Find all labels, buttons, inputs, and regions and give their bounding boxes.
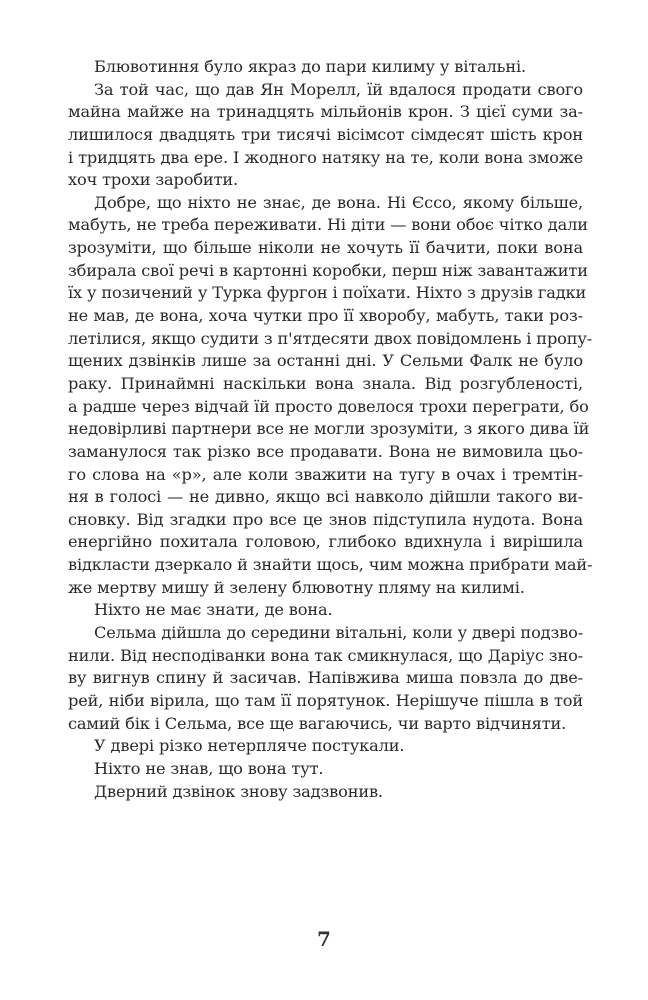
text-line: щених дзвінків лише за останні дні. У Сельми Фалк не було xyxy=(68,351,583,371)
text-line: нили. Від несподіванки вона так смикнулася, що Даріус зно- xyxy=(68,645,583,665)
text-line: раку. Принаймні наскільки вона знала. Від розгубленості, xyxy=(68,373,583,393)
text-line: Дверний дзвінок знову задзвонив. xyxy=(94,781,383,801)
body-text xyxy=(68,56,593,803)
text-line: ня в голосі — не дивно, якщо всі навколо дійшли такого ви- xyxy=(68,487,583,507)
text-line: сновку. Від згадки про все це знов підступила нудота. Вона xyxy=(68,509,583,529)
text-line: не мав, де вона, хоча чутки про її хворобу, мабуть, таки роз- xyxy=(68,306,583,326)
text-line: ву вигнув спину й засичав. Напівжива миша повзла до две- xyxy=(68,668,583,688)
text-line: хоч трохи заробити. xyxy=(68,170,239,190)
text-line: У двері різко нетерпляче постукали. xyxy=(94,736,405,756)
text-line: рей, ніби вірила, що там її порятунок. Нерішуче пішла в той xyxy=(68,690,583,710)
text-line: а радше через відчай їй просто довелося трохи переграти, бо xyxy=(68,396,589,416)
text-line: Добре, що ніхто не знає, де вона. Ні Єссо, якому більше, xyxy=(94,192,583,212)
text-line: Блювотиння було якраз до пари килиму у вітальні. xyxy=(94,57,526,76)
text-line: Сельма дійшла до середини вітальні, коли у двері подзво- xyxy=(94,623,584,643)
text-line: їх у позичений у Турка фургон і поїхати. Ніхто з друзів гадки xyxy=(68,283,587,303)
text-line: мабуть, не треба переживати. Ні діти — вони обоє чітко дали xyxy=(68,215,588,235)
page-number: 7 xyxy=(317,927,331,951)
text-line: майна майже на тринадцять мільйонів крон. З цієї суми за- xyxy=(68,102,583,122)
text-line: зрозуміти, що більше ніколи не хочуть її бачити, поки вона xyxy=(68,238,583,258)
text-line: збирала свої речі в картонні коробки, перш ніж завантажити xyxy=(68,260,588,280)
text-line: відкласти дзеркало й знайти щось, чим можна прибрати май- xyxy=(68,555,593,575)
text-line: же мертву мишу й зелену блювотну пляму на килимі. xyxy=(68,577,525,597)
text-line: заманулося так різко все продавати. Вона не вимовила цьо- xyxy=(68,441,583,461)
text-line: го слова на «р», але коли зважити на тугу в очах і тремтін- xyxy=(68,464,583,484)
text-line: недовірливі партнери все не могли зрозуміти, з якого дива їй xyxy=(68,419,590,439)
text-line: самий бік і Сельма, все ще вагаючись, чи варто відчиняти. xyxy=(68,713,567,733)
text-line: лишилося двадцять три тисячі вісімсот сімдесят шість крон xyxy=(68,124,583,144)
text-line: і тридцять два ере. І жодного натяку на те, коли вона зможе xyxy=(68,147,583,167)
text-line: Ніхто не знав, що вона тут. xyxy=(94,758,324,778)
text-line: енергійно похитала головою, глибоко вдихнула і вирішила xyxy=(68,532,583,552)
text-line: За той час, що дав Ян Морелл, їй вдалося продати свого xyxy=(94,79,583,99)
text-line: Ніхто не має знати, де вона. xyxy=(94,600,333,620)
text-line: летілися, якщо судити з п'ятдесяти двох повідомлень і пропу- xyxy=(68,328,593,348)
